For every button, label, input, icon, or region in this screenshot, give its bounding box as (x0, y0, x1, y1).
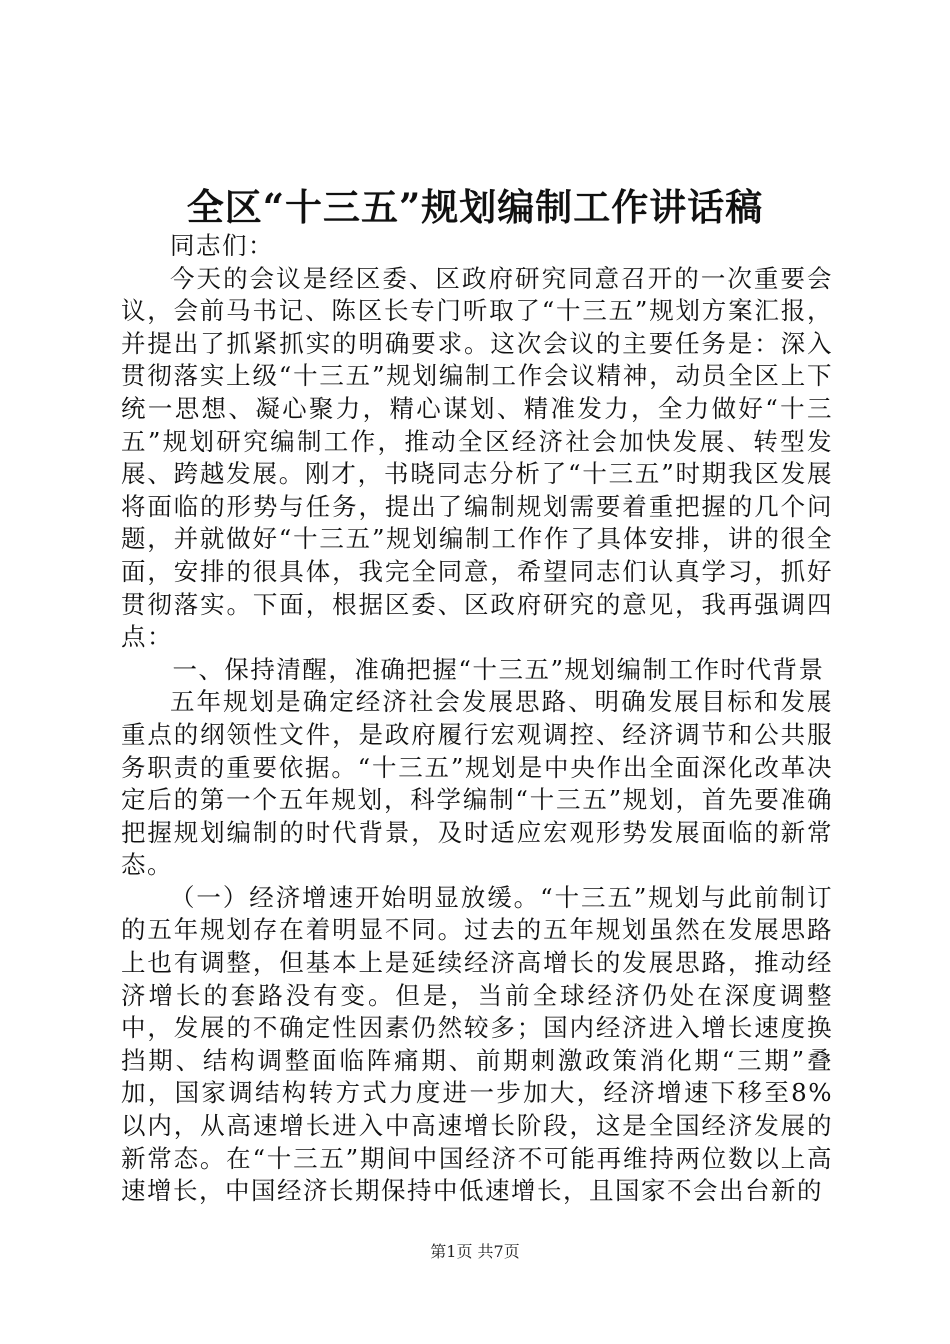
section-1-paragraph: 五年规划是确定经济社会发展思路、明确发展目标和发展重点的纲领性文件，是政府履行宏观调控、经济调节和公共服务职责的重要依据。“十三五”规划是中央作出全面深化改革决定后的第一个五年规划，科学编制“十三五”规划，首先要准确把握规划编制的时代背景，及时适应宏观形势发展面临的新常态。 (121, 687, 833, 880)
document-body (121, 230, 833, 1208)
page-footer: 第1页 共7页 (430, 1242, 520, 1261)
salutation-paragraph: 同志们： (170, 231, 274, 260)
section-heading-1: 一、保持清醒，准确把握“十三五”规划编制工作时代背景 (172, 654, 825, 684)
opening-paragraph: 今天的会议是经区委、区政府研究同意召开的一次重要会议，会前马书记、陈区长专门听取了“十三五”规划方案汇报，并提出了抓紧抓实的明确要求。这次会议的主要任务是：深入贯彻落实上级“十三五”规划编制工作会议精神，动员全区上下统一思想、凝心聚力，精心谋划、精准发力，全力做好“十三五”规划研究编制工作，推动全区经济社会加快发展、转型发展、跨越发展。刚才，书晓同志分析了“十三五”时期我区发展将面临的形势与任务，提出了编制规划需要着重把握的几个问题，并就做好“十三五”规划编制工作作了具体安排，讲的很全面，安排的很具体，我完全同意，希望同志们认真学习，抓好贯彻落实。下面，根据区委、区政府研究的意见，我再强调四点： (121, 263, 833, 652)
subsection-1-paragraph: （一）经济增速开始明显放缓。“十三五”规划与此前制订的五年规划存在着明显不同。过去的五年规划虽然在发展思路上也有调整，但基本上是延续经济高增长的发展思路，推动经济增长的套路没有变。但是，当前全球经济仍处在深度调整中，发展的不确定性因素仍然较多；国内经济进入增长速度换挡期、结构调整面临阵痛期、前期刺激政策消化期“三期”叠加，国家调结构转方式力度进一步加大，经济增速下移至8%以内，从高速增长进入中高速增长阶段，这是全国经济发展的新常态。在“十三五”期间中国经济不可能再维持两位数以上高速增长，中国经济长期保持中低速增长，且国家不会出台新的 (121, 882, 833, 1206)
document-title: 全区“十三五”规划编制工作讲话稿 (186, 185, 764, 229)
